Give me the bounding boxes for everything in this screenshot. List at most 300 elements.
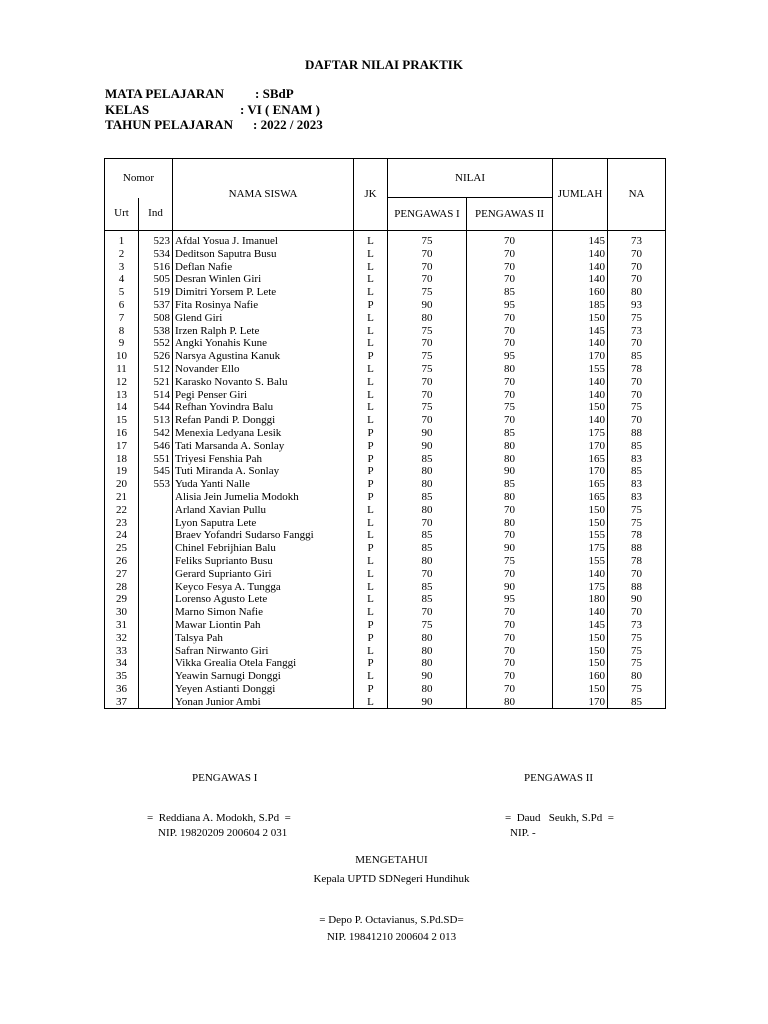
table-row (105, 491, 666, 504)
cell-nama: Yonan Junior Ambi (173, 696, 354, 709)
cell-na: 90 (608, 593, 666, 606)
table-row (105, 376, 666, 389)
table-row (105, 427, 666, 440)
cell-pengawas-2: 70 (467, 504, 553, 517)
cell-urt: 5 (105, 286, 139, 299)
cell-pengawas-2: 70 (467, 414, 553, 427)
cell-jk: L (354, 248, 388, 261)
cell-na: 85 (608, 440, 666, 453)
cell-urt: 4 (105, 273, 139, 286)
cell-jk: L (354, 645, 388, 658)
cell-pengawas-1: 80 (388, 657, 467, 670)
cell-jumlah: 150 (553, 632, 608, 645)
cell-nama: Novander Ello (173, 363, 354, 376)
cell-jk: P (354, 619, 388, 632)
cell-ind (139, 491, 173, 504)
cell-pengawas-2: 70 (467, 670, 553, 683)
cell-na: 70 (608, 376, 666, 389)
cell-pengawas-1: 90 (388, 696, 467, 709)
cell-pengawas-1: 80 (388, 555, 467, 568)
table-row (105, 542, 666, 555)
table-row (105, 683, 666, 696)
cell-nama: Braev Yofandri Sudarso Fanggi (173, 529, 354, 542)
table-row (105, 273, 666, 286)
cell-urt: 34 (105, 657, 139, 670)
cell-ind: 516 (139, 261, 173, 274)
cell-urt: 23 (105, 517, 139, 530)
cell-na: 85 (608, 696, 666, 709)
cell-ind: 544 (139, 401, 173, 414)
cell-urt: 18 (105, 453, 139, 466)
grades-table (104, 158, 666, 709)
cell-jk: L (354, 581, 388, 594)
pengawas-2-nip: NIP. - (510, 827, 536, 839)
cell-ind: 521 (139, 376, 173, 389)
cell-ind (139, 542, 173, 555)
table-row (105, 350, 666, 363)
cell-ind: 519 (139, 286, 173, 299)
cell-jumlah: 140 (553, 414, 608, 427)
cell-ind (139, 696, 173, 709)
cell-nama: Karasko Novanto S. Balu (173, 376, 354, 389)
table-row (105, 312, 666, 325)
table-row (105, 657, 666, 670)
kepala-name: = Depo P. Octavianus, S.Pd.SD= (319, 914, 464, 926)
cell-jk: P (354, 478, 388, 491)
cell-pengawas-2: 75 (467, 555, 553, 568)
cell-pengawas-2: 70 (467, 619, 553, 632)
cell-nama: Talsya Pah (173, 632, 354, 645)
header-urt: Urt (105, 198, 139, 231)
cell-na: 75 (608, 504, 666, 517)
cell-jumlah: 180 (553, 593, 608, 606)
table-row (105, 529, 666, 542)
cell-nama: Dimitri Yorsem P. Lete (173, 286, 354, 299)
cell-jumlah: 175 (553, 581, 608, 594)
kepala-title: Kepala UPTD SDNegeri Hundihuk (313, 873, 470, 885)
cell-jumlah: 150 (553, 504, 608, 517)
table-row (105, 581, 666, 594)
cell-jk: P (354, 542, 388, 555)
cell-jk: P (354, 350, 388, 363)
header-nilai: NILAI (388, 159, 553, 198)
cell-pengawas-2: 80 (467, 363, 553, 376)
cell-jumlah: 150 (553, 657, 608, 670)
table-row (105, 440, 666, 453)
table-row (105, 465, 666, 478)
cell-pengawas-2: 85 (467, 427, 553, 440)
cell-na: 75 (608, 401, 666, 414)
table-row (105, 632, 666, 645)
cell-na: 78 (608, 529, 666, 542)
cell-ind (139, 581, 173, 594)
cell-urt: 22 (105, 504, 139, 517)
cell-nama: Marno Simon Nafie (173, 606, 354, 619)
table-row (105, 414, 666, 427)
table-row (105, 363, 666, 376)
cell-pengawas-1: 85 (388, 593, 467, 606)
cell-pengawas-1: 70 (388, 337, 467, 350)
cell-pengawas-2: 95 (467, 299, 553, 312)
cell-nama: Narsya Agustina Kanuk (173, 350, 354, 363)
header-nama: NAMA SISWA (173, 159, 354, 231)
cell-jumlah: 170 (553, 350, 608, 363)
cell-urt: 33 (105, 645, 139, 658)
cell-jk: P (354, 440, 388, 453)
cell-na: 70 (608, 606, 666, 619)
cell-na: 75 (608, 517, 666, 530)
cell-pengawas-1: 90 (388, 670, 467, 683)
cell-urt: 24 (105, 529, 139, 542)
cell-urt: 31 (105, 619, 139, 632)
cell-pengawas-1: 70 (388, 273, 467, 286)
cell-jk: L (354, 389, 388, 402)
cell-nama: Yuda Yanti Nalle (173, 478, 354, 491)
cell-na: 88 (608, 542, 666, 555)
cell-urt: 37 (105, 696, 139, 709)
table-row (105, 248, 666, 261)
cell-nama: Alisia Jein Jumelia Modokh (173, 491, 354, 504)
cell-nama: Tuti Miranda A. Sonlay (173, 465, 354, 478)
cell-pengawas-2: 70 (467, 337, 553, 350)
cell-na: 88 (608, 427, 666, 440)
cell-ind: 508 (139, 312, 173, 325)
cell-nama: Lyon Saputra Lete (173, 517, 354, 530)
meta-sep: : (253, 117, 258, 132)
table-row (105, 261, 666, 274)
cell-ind (139, 632, 173, 645)
cell-na: 73 (608, 619, 666, 632)
cell-jk: P (354, 299, 388, 312)
page-title: DAFTAR NILAI PRAKTIK (305, 57, 463, 72)
cell-pengawas-1: 80 (388, 465, 467, 478)
cell-urt: 3 (105, 261, 139, 274)
cell-jk: L (354, 337, 388, 350)
cell-jk: P (354, 427, 388, 440)
cell-ind (139, 606, 173, 619)
cell-jk: P (354, 491, 388, 504)
cell-ind: 538 (139, 325, 173, 338)
cell-na: 70 (608, 568, 666, 581)
cell-jumlah: 170 (553, 696, 608, 709)
cell-na: 83 (608, 453, 666, 466)
cell-jk: L (354, 376, 388, 389)
cell-urt: 20 (105, 478, 139, 491)
cell-ind (139, 645, 173, 658)
cell-nama: Safran Nirwanto Giri (173, 645, 354, 658)
meta-value: VI ( ENAM ) (247, 102, 320, 117)
cell-jumlah: 155 (553, 363, 608, 376)
pengawas-1-title: PENGAWAS I (192, 772, 258, 784)
cell-pengawas-1: 75 (388, 350, 467, 363)
cell-urt: 10 (105, 350, 139, 363)
cell-na: 80 (608, 670, 666, 683)
cell-pengawas-1: 90 (388, 427, 467, 440)
cell-pengawas-1: 80 (388, 645, 467, 658)
cell-jumlah: 145 (553, 231, 608, 248)
cell-pengawas-1: 85 (388, 581, 467, 594)
cell-ind (139, 555, 173, 568)
cell-jk: P (354, 683, 388, 696)
cell-pengawas-1: 75 (388, 401, 467, 414)
cell-pengawas-1: 90 (388, 299, 467, 312)
cell-urt: 14 (105, 401, 139, 414)
header-nomor: Nomor (105, 159, 173, 198)
header-ind: Ind (139, 198, 173, 231)
header-na: NA (608, 159, 666, 231)
header-pengawas-2: PENGAWAS II (467, 198, 553, 231)
table-row (105, 389, 666, 402)
cell-na: 70 (608, 337, 666, 350)
cell-jk: L (354, 261, 388, 274)
cell-jumlah: 140 (553, 261, 608, 274)
cell-na: 70 (608, 414, 666, 427)
cell-pengawas-2: 90 (467, 581, 553, 594)
cell-jk: L (354, 517, 388, 530)
cell-jk: L (354, 670, 388, 683)
cell-ind: 513 (139, 414, 173, 427)
cell-jumlah: 140 (553, 568, 608, 581)
table-row (105, 645, 666, 658)
cell-urt: 19 (105, 465, 139, 478)
cell-pengawas-1: 70 (388, 517, 467, 530)
cell-na: 75 (608, 632, 666, 645)
cell-urt: 12 (105, 376, 139, 389)
cell-ind: 526 (139, 350, 173, 363)
cell-pengawas-2: 70 (467, 632, 553, 645)
meta-class (105, 102, 320, 118)
cell-na: 75 (608, 312, 666, 325)
cell-na: 73 (608, 231, 666, 248)
cell-pengawas-2: 70 (467, 261, 553, 274)
cell-ind: 545 (139, 465, 173, 478)
cell-jk: L (354, 401, 388, 414)
cell-jumlah: 185 (553, 299, 608, 312)
cell-na: 75 (608, 657, 666, 670)
cell-jk: P (354, 465, 388, 478)
cell-urt: 8 (105, 325, 139, 338)
cell-nama: Glend Giri (173, 312, 354, 325)
cell-pengawas-2: 95 (467, 350, 553, 363)
cell-urt: 25 (105, 542, 139, 555)
cell-jk: L (354, 273, 388, 286)
cell-nama: Feliks Suprianto Busu (173, 555, 354, 568)
cell-nama: Desran Winlen Giri (173, 273, 354, 286)
cell-jumlah: 160 (553, 286, 608, 299)
cell-pengawas-2: 70 (467, 568, 553, 581)
cell-nama: Gerard Suprianto Giri (173, 568, 354, 581)
cell-na: 70 (608, 273, 666, 286)
cell-urt: 2 (105, 248, 139, 261)
cell-pengawas-2: 70 (467, 248, 553, 261)
cell-nama: Refan Pandi P. Donggi (173, 414, 354, 427)
cell-pengawas-1: 85 (388, 453, 467, 466)
cell-jumlah: 140 (553, 389, 608, 402)
cell-jumlah: 145 (553, 325, 608, 338)
cell-jk: L (354, 504, 388, 517)
cell-pengawas-2: 70 (467, 376, 553, 389)
header-pengawas-1: PENGAWAS I (388, 198, 467, 231)
cell-nama: Lorenso Agusto Lete (173, 593, 354, 606)
cell-urt: 7 (105, 312, 139, 325)
cell-ind: 542 (139, 427, 173, 440)
cell-nama: Menexia Ledyana Lesik (173, 427, 354, 440)
cell-jumlah: 140 (553, 248, 608, 261)
cell-nama: Arland Xavian Pullu (173, 504, 354, 517)
cell-urt: 9 (105, 337, 139, 350)
pengawas-1-nip: NIP. 19820209 200604 2 031 (158, 827, 288, 839)
cell-urt: 27 (105, 568, 139, 581)
cell-jk: L (354, 231, 388, 248)
cell-jk: L (354, 325, 388, 338)
cell-pengawas-1: 70 (388, 606, 467, 619)
cell-nama: Mawar Liontin Pah (173, 619, 354, 632)
cell-na: 78 (608, 555, 666, 568)
pengawas-1-name: = Reddiana A. Modokh, S.Pd = (147, 812, 291, 824)
cell-nama: Deditson Saputra Busu (173, 248, 354, 261)
cell-pengawas-1: 70 (388, 568, 467, 581)
cell-na: 70 (608, 389, 666, 402)
cell-jumlah: 170 (553, 440, 608, 453)
cell-urt: 35 (105, 670, 139, 683)
table-row (105, 606, 666, 619)
cell-pengawas-2: 90 (467, 465, 553, 478)
cell-ind: 534 (139, 248, 173, 261)
cell-pengawas-2: 95 (467, 593, 553, 606)
cell-nama: Keyco Fesya A. Tungga (173, 581, 354, 594)
cell-na: 80 (608, 286, 666, 299)
cell-pengawas-2: 80 (467, 453, 553, 466)
cell-pengawas-2: 80 (467, 491, 553, 504)
cell-pengawas-1: 85 (388, 491, 467, 504)
cell-pengawas-1: 70 (388, 389, 467, 402)
cell-ind: 552 (139, 337, 173, 350)
cell-jk: L (354, 529, 388, 542)
cell-na: 88 (608, 581, 666, 594)
cell-urt: 6 (105, 299, 139, 312)
cell-na: 75 (608, 683, 666, 696)
cell-jumlah: 140 (553, 337, 608, 350)
cell-ind (139, 504, 173, 517)
cell-nama: Deflan Nafie (173, 261, 354, 274)
cell-urt: 13 (105, 389, 139, 402)
cell-pengawas-1: 80 (388, 683, 467, 696)
cell-pengawas-2: 80 (467, 440, 553, 453)
cell-nama: Yeyen Astianti Donggi (173, 683, 354, 696)
cell-jk: P (354, 657, 388, 670)
cell-pengawas-2: 70 (467, 273, 553, 286)
cell-jumlah: 145 (553, 619, 608, 632)
cell-pengawas-2: 70 (467, 529, 553, 542)
cell-nama: Pegi Penser Giri (173, 389, 354, 402)
cell-nama: Yeawin Sarnugi Donggi (173, 670, 354, 683)
header-jk: JK (354, 159, 388, 231)
cell-pengawas-1: 75 (388, 619, 467, 632)
table-row (105, 299, 666, 312)
cell-pengawas-2: 80 (467, 696, 553, 709)
cell-ind (139, 619, 173, 632)
table-row (105, 619, 666, 632)
cell-pengawas-1: 70 (388, 248, 467, 261)
cell-ind: 553 (139, 478, 173, 491)
cell-nama: Irzen Ralph P. Lete (173, 325, 354, 338)
cell-ind: 514 (139, 389, 173, 402)
cell-jk: L (354, 568, 388, 581)
meta-year (105, 117, 323, 133)
cell-pengawas-2: 75 (467, 401, 553, 414)
cell-jumlah: 175 (553, 542, 608, 555)
cell-na: 93 (608, 299, 666, 312)
cell-pengawas-1: 70 (388, 261, 467, 274)
cell-nama: Chinel Febrijhian Balu (173, 542, 354, 555)
cell-na: 73 (608, 325, 666, 338)
table-row (105, 504, 666, 517)
table-row (105, 453, 666, 466)
cell-jumlah: 140 (553, 376, 608, 389)
table-row (105, 286, 666, 299)
cell-pengawas-2: 70 (467, 231, 553, 248)
table-row (105, 478, 666, 491)
cell-ind: 537 (139, 299, 173, 312)
cell-urt: 26 (105, 555, 139, 568)
cell-ind (139, 568, 173, 581)
cell-jumlah: 140 (553, 606, 608, 619)
cell-pengawas-1: 85 (388, 529, 467, 542)
cell-jk: L (354, 414, 388, 427)
cell-jumlah: 150 (553, 312, 608, 325)
meta-value: 2022 / 2023 (260, 117, 323, 132)
cell-ind (139, 657, 173, 670)
cell-pengawas-1: 80 (388, 504, 467, 517)
cell-pengawas-2: 85 (467, 286, 553, 299)
cell-jumlah: 175 (553, 427, 608, 440)
table-row (105, 517, 666, 530)
cell-urt: 30 (105, 606, 139, 619)
cell-ind: 505 (139, 273, 173, 286)
cell-nama: Refhan Yovindra Balu (173, 401, 354, 414)
cell-ind (139, 517, 173, 530)
cell-pengawas-2: 70 (467, 645, 553, 658)
cell-pengawas-1: 85 (388, 542, 467, 555)
cell-jk: L (354, 363, 388, 376)
table-row (105, 696, 666, 709)
cell-nama: Afdal Yosua J. Imanuel (173, 231, 354, 248)
cell-nama: Angki Yonahis Kune (173, 337, 354, 350)
table-row (105, 231, 666, 248)
cell-urt: 21 (105, 491, 139, 504)
header-jumlah: JUMLAH (553, 159, 608, 231)
cell-ind: 512 (139, 363, 173, 376)
cell-ind: 546 (139, 440, 173, 453)
cell-ind (139, 683, 173, 696)
cell-jumlah: 140 (553, 273, 608, 286)
meta-sep: : (255, 86, 260, 101)
cell-pengawas-2: 80 (467, 517, 553, 530)
cell-ind: 523 (139, 231, 173, 248)
cell-pengawas-2: 70 (467, 325, 553, 338)
cell-urt: 11 (105, 363, 139, 376)
cell-jumlah: 150 (553, 683, 608, 696)
cell-jumlah: 170 (553, 465, 608, 478)
cell-urt: 32 (105, 632, 139, 645)
cell-jumlah: 155 (553, 529, 608, 542)
meta-subject (105, 86, 294, 102)
cell-pengawas-1: 70 (388, 414, 467, 427)
cell-jk: L (354, 555, 388, 568)
meta-sep: : (240, 102, 245, 117)
cell-ind (139, 670, 173, 683)
meta-label: TAHUN PELAJARAN (105, 117, 233, 132)
